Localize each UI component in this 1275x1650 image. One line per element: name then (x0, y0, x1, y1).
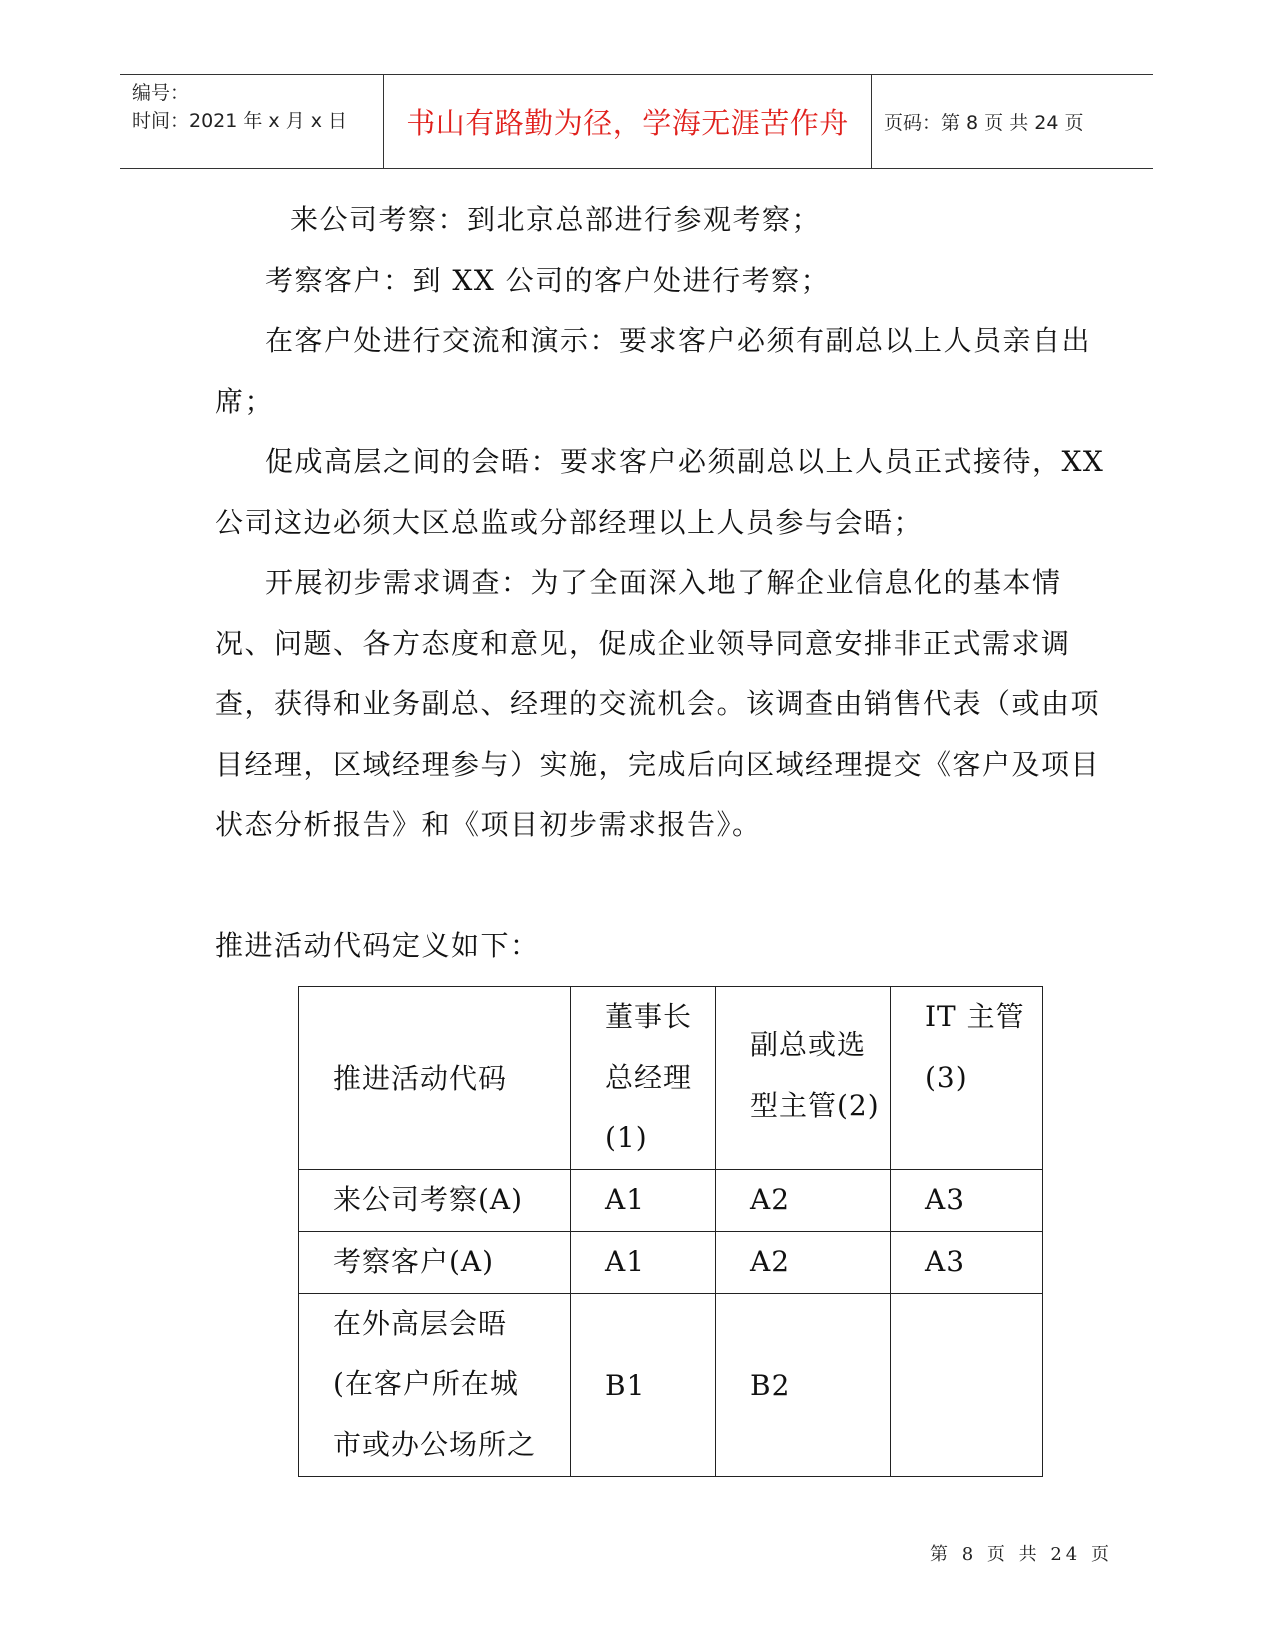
code-cell: A2 (716, 1231, 891, 1293)
row-label-line: 在外高层会晤 (333, 1306, 508, 1340)
row-label: 来公司考察(A) (299, 1169, 571, 1231)
spacer (215, 856, 1115, 916)
header-line: (1) (605, 1121, 648, 1154)
paragraph: 开展初步需求调查：为了全面深入地了解企业信息化的基本情况、问题、各方态度和意见，促成企业领导同意安排非正式需求调查，获得和业务副总、经理的交流机会。该调查由销售代表（或由项目经理，区域经理参与）实施，完成后向区域经理提交《客户及项目状态分析报告》和《项目初步需求报告》。 (215, 566, 1101, 841)
document-date: 时间：2021 年 x 月 x 日 (132, 110, 348, 132)
code-cell: B1 (571, 1293, 716, 1476)
header-line: (3) (925, 1060, 968, 1094)
header-motto: 书山有路勤为径，学海无涯苦作舟 (384, 75, 872, 168)
paragraph: 考察客户：到 XX 公司的客户处进行考察； (265, 263, 831, 297)
row-label-line: 市或办公场所之 (333, 1427, 537, 1461)
table-row (299, 1169, 1043, 1231)
header-line: 董事长 (605, 1000, 693, 1033)
header-cell-vice-president (716, 987, 891, 1170)
page-footer: 第 8 页 共 24 页 (930, 1544, 1113, 1565)
table-row (299, 1231, 1043, 1293)
paragraph: 促成高层之间的会晤：要求客户必须副总以上人员正式接待，XX 公司这边必须大区总监或分部经理以上人员参与会晤； (215, 445, 1105, 539)
activity-code-table (298, 986, 1043, 1477)
document-body (215, 190, 1115, 976)
header-meta (120, 75, 384, 168)
code-cell: A3 (891, 1231, 1043, 1293)
paragraph: 在客户处进行交流和演示：要求客户必须有副总以上人员亲自出席； (215, 324, 1092, 418)
table-header-row (299, 987, 1043, 1170)
code-cell: A1 (571, 1231, 716, 1293)
table-row (299, 1293, 1043, 1476)
header-cell-it-manager (891, 987, 1043, 1170)
header-line: 总经理 (605, 1060, 693, 1094)
paragraph: 来公司考察：到北京总部进行参观考察； (290, 203, 822, 236)
code-cell: A1 (571, 1169, 716, 1231)
header-line: 型主管(2) (750, 1088, 880, 1122)
table-intro: 推进活动代码定义如下： (215, 928, 540, 962)
row-label: 考察客户(A) (299, 1231, 571, 1293)
code-cell: A2 (716, 1169, 891, 1231)
header-cell-code: 推进活动代码 (299, 987, 571, 1170)
row-label (299, 1293, 571, 1476)
header-page-number: 页码：第 8 页 共 24 页 (884, 112, 1084, 134)
code-cell: B2 (716, 1293, 891, 1476)
header-line: IT 主管 (925, 1000, 1025, 1033)
row-label-line: (在客户所在城 (333, 1367, 519, 1400)
code-cell (891, 1293, 1043, 1476)
page-header (120, 74, 1153, 169)
header-line: 副总或选 (750, 1028, 867, 1061)
code-cell: A3 (891, 1169, 1043, 1231)
document-number-label: 编号： (132, 82, 190, 104)
header-cell-chairman (571, 987, 716, 1170)
